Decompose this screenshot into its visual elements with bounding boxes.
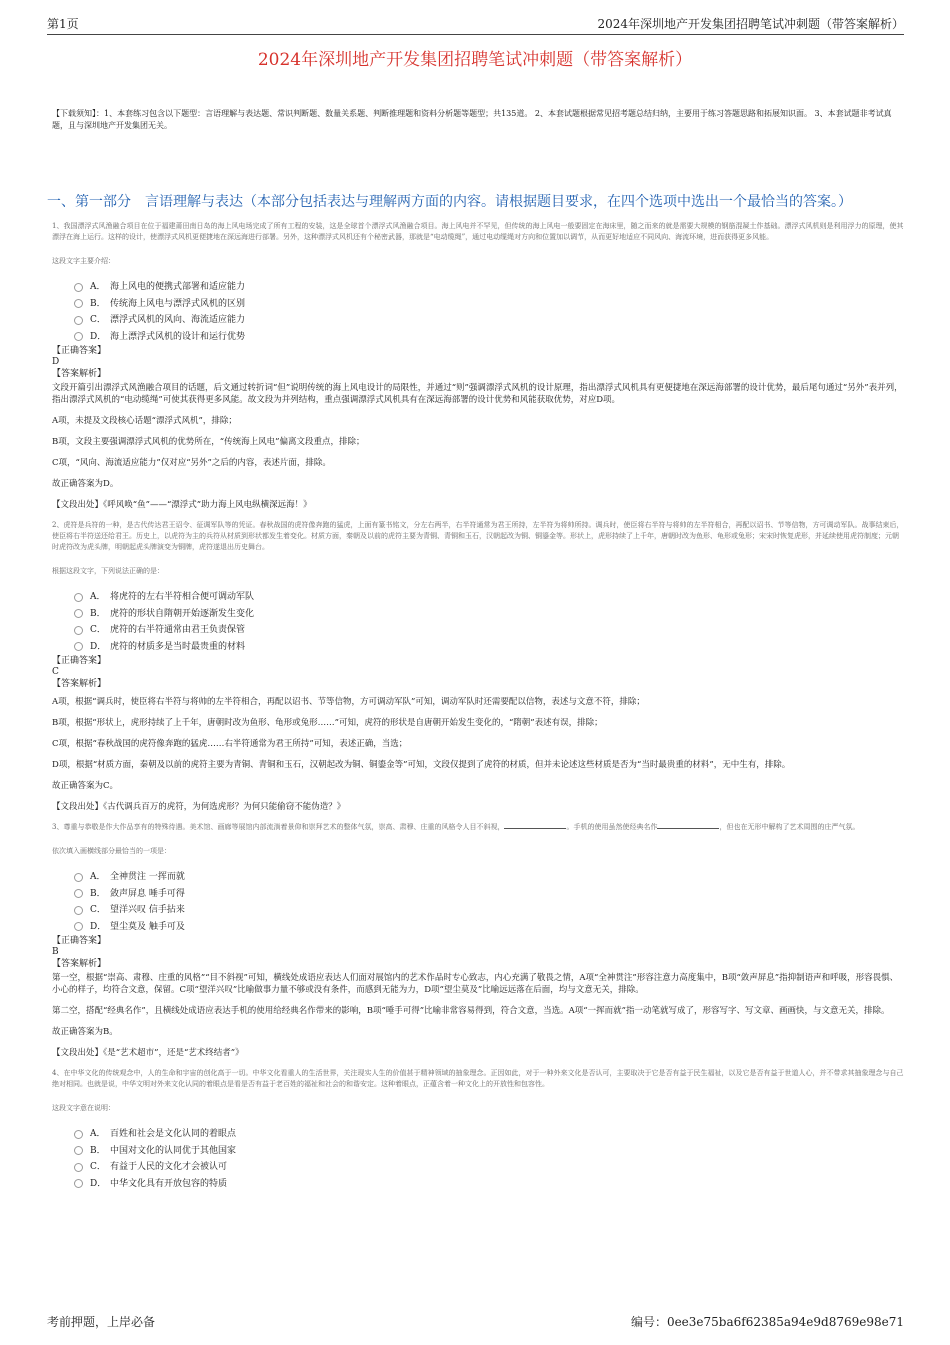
- option-c[interactable]: C． 漂浮式风机的风向、海流适应能力: [74, 312, 904, 329]
- option-c[interactable]: C． 有益于人民的文化才会被认可: [74, 1159, 904, 1176]
- radio-icon[interactable]: [74, 1163, 83, 1172]
- option-b[interactable]: B． 敛声屏息 唾手可得: [74, 886, 904, 903]
- answer-value: D: [52, 357, 60, 367]
- analysis-paragraph: 故正确答案为C。: [52, 781, 119, 791]
- analysis-paragraph: 第二空，搭配“经典名作”，且横线处成语应表达手机的使用给经典名作带来的影响，B项“唾手可得”比喻非常容易得到，符合文意，当选。A项“一挥而就”指一动笔就写成了，形容写字、写文章、画画快，与文意无关，排除。: [52, 1006, 890, 1016]
- option-d[interactable]: D． 望尘莫及 触手可及: [74, 919, 904, 936]
- analysis-paragraph: D项，根据“材质方面，秦朝及以前的虎符主要为青铜、青铜和玉石，汉朝起改为铜、铜鎏金等”可知，文段仅提到了虎符的材质，但并未论述这些材质是否为“当时最贵重的材料”，无中生有，排除。: [52, 760, 791, 770]
- answer-label: 【正确答案】: [52, 936, 107, 946]
- option-list: [74, 1126, 904, 1192]
- option-c[interactable]: C． 虎符的右半符通常由君王负责保管: [74, 622, 904, 639]
- question-prompt: 这段文字主要介绍：: [52, 257, 115, 265]
- question-4: [52, 1068, 904, 1192]
- radio-icon[interactable]: [74, 922, 83, 931]
- header-title: 2024年深圳地产开发集团招聘笔试冲刺题（带答案解析）: [597, 17, 904, 31]
- radio-icon[interactable]: [74, 889, 83, 898]
- source-citation: 【文段出处】《呼风唤“鱼”——“漂浮式”助力海上风电纵横深远海！》: [52, 500, 312, 510]
- radio-icon[interactable]: [74, 283, 83, 292]
- radio-icon[interactable]: [74, 642, 83, 651]
- blank-line: [657, 828, 719, 829]
- option-b[interactable]: B． 中国对文化的认同优于其他国家: [74, 1143, 904, 1160]
- radio-icon[interactable]: [74, 626, 83, 635]
- analysis-paragraph: 文段开篇引出漂浮式风渔融合项目的话题，后文通过转折词“但”说明传统的海上风电设计的局限性，并通过“则”强调漂浮式风机的设计原理，指出漂浮式风机具有更便捷地在深远海部署的设计优势，最后尾句通过“另外”表并列，指出漂浮式风机的“电动缆绳”可使其获得更多风能。故文段为并列结构，重点强调漂浮式风机具有在深远海部署的设计优势和风能获取优势，对应D项。: [52, 383, 903, 405]
- option-b[interactable]: B． 传统海上风电与漂浮式风机的区别: [74, 296, 904, 313]
- footer-slogan: 考前押题，上岸必备: [47, 1315, 156, 1329]
- radio-icon[interactable]: [74, 1130, 83, 1139]
- analysis-label: 【答案解析】: [52, 679, 107, 689]
- analysis-paragraph: 故正确答案为D。: [52, 479, 119, 489]
- option-d[interactable]: D． 虎符的材质多是当时最贵重的材料: [74, 639, 904, 656]
- option-c[interactable]: C． 望洋兴叹 信手拈来: [74, 902, 904, 919]
- question-2: [52, 520, 904, 813]
- page-footer: [47, 1313, 904, 1331]
- radio-icon[interactable]: [74, 593, 83, 602]
- radio-icon[interactable]: [74, 609, 83, 618]
- question-text: 3、尊重与恭敬是作大作品享有的特殊待遇。美术馆、画廊等展馆内部流淌着景仰和崇拜艺术的整体气氛，崇高、肃穆、庄重的风格令人目不斜视， 。手机的使用虽然使经典名作 ，但也在无形中解构了艺术周围的庄严气氛。: [52, 823, 860, 831]
- section-title: 一、第一部分 言语理解与表达（本部分包括表达与理解两方面的内容。请根据题目要求，在四个选项中选出一个最恰当的答案。）: [47, 194, 852, 210]
- analysis-paragraph: 故正确答案为B。: [52, 1027, 118, 1037]
- question-1: [52, 221, 904, 511]
- option-a[interactable]: A． 海上风电的便携式部署和适应能力: [74, 279, 904, 296]
- question-3: [52, 822, 904, 1059]
- document-content: [47, 108, 904, 1196]
- option-a[interactable]: A． 将虎符的左右半符相合便可调动军队: [74, 589, 904, 606]
- source-citation: 【文段出处】《是“艺术超市”，还是“艺术终结者”》: [52, 1048, 244, 1058]
- radio-icon[interactable]: [74, 1146, 83, 1155]
- question-prompt: 这段文字意在说明：: [52, 1104, 115, 1112]
- option-list: [74, 279, 904, 345]
- option-b[interactable]: B． 虎符的形状自隋朝开始逐渐发生变化: [74, 606, 904, 623]
- page-number: 第1页: [47, 17, 79, 31]
- option-a[interactable]: A． 百姓和社会是文化认同的着眼点: [74, 1126, 904, 1143]
- page-header: [47, 12, 904, 35]
- download-notice: 【下载须知】：1、本套练习包含以下题型：言语理解与表达题、常识判断题、数量关系题、判断推理题和资料分析题等题型；共135道。 2、本套试题根据常见招考题总结归纳，主要用于练习答题思路和拓展知识面。 3、本套试题非考试真题，且与深圳地产开发集团无关。: [52, 109, 892, 130]
- question-text: 2、虎符是兵符的一种，是古代传达君王诏令、征调军队等的凭证。春秋战国的虎符像奔跑的猛虎，上面有篆书铭文，分左右两半，右半符通常为君王所持，左半符为将帅所持。调兵时，使臣将右半符与将帅的左半符相合，再配以诏书、节等信物，方可调动军队。战事结束后，使臣将右半符送还给君王。历史上，以虎符为主的兵符从材质到形状都发生着变化。材质方面，秦朝及以前的虎符主要为青铜、青铜和玉石，汉朝起改为铜、铜鎏金等。形状上，虎形持续了上千年，唐朝时改为鱼形、龟形或兔形；宋宋时恢复虎形，并延续使用虎符制度；元朝时虎符改为虎头牌，明朝起虎头牌演变为铜牌，虎符遂退出历史舞台。: [52, 521, 904, 551]
- answer-value: B: [52, 947, 59, 957]
- analysis-paragraph: A项，根据“调兵时，使臣将右半符与将帅的左半符相合，再配以诏书、节等信物，方可调动军队”可知，调动军队时还需要配以信物，表述与文意不符，排除；: [52, 697, 645, 707]
- analysis-paragraph: 第一空，根据“崇高、肃穆、庄重的风格”“目不斜视”可知，横线处成语应表达人们面对展馆内的艺术作品时专心致志，内心充满了敬畏之情，A项“全神贯注”形容注意力高度集中，B项“敛声屏息”指抑制语声和呼吸，形容畏惧、小心的样子，均符合文意，保留。C项“望洋兴叹”比喻做事力量不够或没有条件，而感到无能为力，D项“望尘莫及”比喻远远落在后面，均与文意无关，排除。: [52, 973, 899, 995]
- radio-icon[interactable]: [74, 316, 83, 325]
- document-title: 2024年深圳地产开发集团招聘笔试冲刺题（带答案解析）: [257, 50, 693, 70]
- option-d[interactable]: D． 海上漂浮式风机的设计和运行优势: [74, 329, 904, 346]
- radio-icon[interactable]: [74, 873, 83, 882]
- option-d[interactable]: D． 中华文化具有开放包容的特质: [74, 1176, 904, 1193]
- analysis-paragraph: B项，文段主要强调漂浮式风机的优势所在，“传统海上风电”偏离文段重点，排除；: [52, 437, 365, 447]
- question-text: 1、我国漂浮式风渔融合项目在位于福建莆田南日岛的海上风电场完成了所有工程的安装，这是全球首个漂浮式风渔融合项目。海上风电并不罕见，但传统的海上风电一般要固定在海床里，随之而来的就是需要大规模的钢筋混凝土作基础。漂浮式风机则是利用浮力的原理，使其漂浮在海上运行。这样的设计，使漂浮式风机更便捷地在深远海进行部署。另外，这种漂浮式风机还有个秘密武器，那就是“电动缆绳”，通过电动缆绳对方向和位置加以调节，从而更好地适应不同风向、海流环境，进而获得更多风能。: [52, 222, 904, 241]
- option-list: [74, 869, 904, 935]
- analysis-paragraph: A项，未提及文段核心话题“漂浮式风机”，排除；: [52, 416, 237, 426]
- option-a[interactable]: A． 全神贯注 一挥而就: [74, 869, 904, 886]
- analysis-paragraph: B项，根据“形状上，虎形持续了上千年，唐朝时改为鱼形、龟形或兔形……”可知，虎符的形状是自唐朝开始发生变化的，“隋朝”表述有误，排除；: [52, 718, 603, 728]
- analysis-paragraph: C项，“风向、海流适应能力”仅对应“另外”之后的内容，表述片面，排除。: [52, 458, 331, 468]
- source-citation: 【文段出处】《古代调兵百万的虎符，为何选虎形？为何只能偷窃不能伪造？》: [52, 802, 346, 812]
- option-list: [74, 589, 904, 655]
- radio-icon[interactable]: [74, 332, 83, 341]
- answer-value: C: [52, 667, 59, 677]
- footer-serial: 编号：0ee3e75ba6f62385a94e9d8769e98e71: [630, 1315, 904, 1329]
- question-text: 4、在中华文化的传统观念中，人的生命和宇宙的创化高于一切。中华文化看重人的生活世界，关注现实人生的价值甚于精神领域的抽象理念。正因如此，对于一种外来文化是否认可，主要取决于它是否有益于民生福祉，以及它是否有益于世道人心，并不带求其抽象理念与自己绝对相同。也就是说，中华文明对外来文化认同的着眼点是看是否有益于老百姓的福祉和社会的和谐安定。这种着眼点，正蕴含着一种文化上的开放性和包容性。: [52, 1069, 904, 1088]
- blank-line: [504, 828, 566, 829]
- question-prompt: 根据这段文字，下列说法正确的是：: [52, 567, 164, 575]
- answer-label: 【正确答案】: [52, 656, 107, 666]
- radio-icon[interactable]: [74, 299, 83, 308]
- analysis-label: 【答案解析】: [52, 959, 107, 969]
- answer-label: 【正确答案】: [52, 346, 107, 356]
- question-prompt: 依次填入画横线部分最恰当的一项是：: [52, 847, 171, 855]
- radio-icon[interactable]: [74, 906, 83, 915]
- radio-icon[interactable]: [74, 1179, 83, 1188]
- analysis-label: 【答案解析】: [52, 369, 107, 379]
- analysis-paragraph: C项，根据“春秋战国的虎符像奔跑的猛虎……右半符通常为君王所持”可知，表述正确，当选；: [52, 739, 408, 749]
